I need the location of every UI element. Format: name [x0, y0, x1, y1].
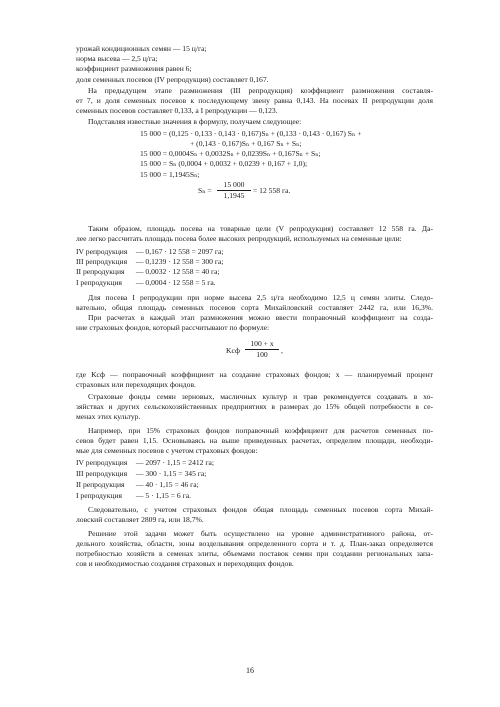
reproduction-value: — 5 · 1,15 = 6 га.: [135, 491, 191, 500]
reproduction-label: IV репродукция: [76, 458, 128, 467]
reproduction-label: II репродукция: [76, 480, 125, 489]
reproduction-value: — 0,0032 · 12 558 = 40 га;: [135, 267, 220, 276]
reproduction-row: [76, 278, 216, 288]
paragraph-line: менах этих культур.: [76, 412, 141, 421]
equation-line: 15 000 = Sₙ (0,0004 + 0,0032 + 0,0239 + 0,167 + 1,0);: [140, 159, 308, 168]
paragraph-line: Для посева I репродукции при норме высева 2,5 ц/га необходимо 12,5 ц семян элиты. Следо-: [88, 293, 433, 302]
reproduction-value: — 2097 · 1,15 = 2412 га;: [135, 458, 214, 467]
paragraph-line: севов будет равен 1,15. Основываясь на выше приведенных расчетах, определим площади, необходи-: [76, 436, 433, 445]
reproduction-label: I репродукция: [76, 278, 123, 287]
equation-line: 15 000 = (0,125 · 0,133 · 0,143 · 0,167)Sₙ + (0,133 · 0,143 · 0,167) Sₙ +: [140, 129, 362, 138]
paragraph-line: мые для семенных посевов с учетом страховых фондов:: [76, 446, 258, 455]
reproduction-row: [76, 480, 199, 490]
paragraph-line: дельного хозяйства, области, зоны возделывания определенного сорта и т. д. План-заказ определяется: [76, 539, 433, 548]
reproduction-label: III репродукция: [76, 257, 128, 266]
coef-formula-fraction: [245, 339, 279, 360]
equation-line: + (0,143 · 0,167)Sₙ + 0,167 Sₙ + Sₙ;: [190, 139, 302, 148]
reproduction-label: II репродукция: [76, 267, 125, 276]
intro-line: урожай кондиционных семян — 15 ц/га;: [76, 44, 207, 53]
paragraph-line: Таким образом, площадь посева на товарные цели (V репродукция) составляет 12 558 га. Да-: [88, 224, 433, 233]
paragraph-line: потребностью хозяйств в семенах элиты, объемами поставок семян при создании региональных запа-: [76, 549, 433, 558]
coef-formula-lhs: [226, 346, 240, 356]
final-eq-fraction: [217, 180, 251, 201]
substitute-intro: Подставляя известные значения в формулу, получаем следующее:: [88, 117, 302, 126]
coef-denominator: 100: [256, 350, 268, 360]
paragraph-line: лее легко рассчитать площадь посева более высоких репродукций, используемых на семенные цели:: [76, 234, 402, 243]
paragraph-line: При расчетах в каждый этап размножения можно ввести поправочный коэффициент на созда-: [88, 313, 433, 322]
reproduction-row: [76, 458, 214, 468]
paragraph-line: страховых или переходящих фондов.: [76, 380, 196, 389]
paragraph-line: На предыдущем этапе размножения (III репродукция) коэффициент размножения составля-: [88, 86, 433, 95]
intro-line: коэффициент размножения равен 6;: [76, 64, 192, 73]
paragraph-line: где Kсф — поправочный коэффициент на создание страховых фондов; x — планируемый процент: [76, 370, 433, 379]
reproduction-value: — 40 · 1,15 = 46 га;: [135, 480, 199, 489]
paragraph-line: семенных посевов составляет 0,133, а I репродукции — 0,123.: [76, 106, 278, 115]
reproduction-label: I репродукция: [76, 491, 123, 500]
final-eq-denominator: 1,1945: [223, 191, 245, 201]
equation-line: 15 000 = 0,0004Sₙ + 0,0032Sₙ + 0,0239Sₙ + 0,167Sₙ + Sₙ;: [140, 149, 321, 158]
equation-line: 15 000 = 1,1945Sₙ;: [140, 170, 200, 179]
paragraph-line: ловский составляет 2809 га, или 18,7%.: [76, 515, 204, 524]
page-number: 16: [246, 666, 254, 675]
reproduction-row: [76, 247, 223, 257]
reproduction-row: [76, 469, 206, 479]
final-eq-rhs: = 12 558 га.: [253, 186, 291, 195]
reproduction-row: [76, 257, 223, 267]
paragraph-line: зяйствах и других сельскохозяйственных предприятиях в размерах до 15% общей потребности в се-: [76, 402, 433, 411]
reproduction-label: III репродукция: [76, 469, 128, 478]
intro-line: доля семенных посевов (IV репродукция) составляет 0,167.: [76, 75, 269, 84]
reproduction-row: [76, 491, 191, 501]
intro-line: норма высева — 2,5 ц/га;: [76, 54, 158, 63]
paragraph-line: Следовательно, с учетом страховых фондов общая площадь семенных посевов сорта Михай-: [88, 505, 433, 514]
paragraph-line: вательно, общая площадь семенных посевов сорта Михайловский составляет 2442 га, или 16,3%.: [76, 303, 433, 312]
paragraph-line: Страховые фонды семян зерновых, масличных культур и трав рекомендуется создавать в хо-: [88, 392, 433, 401]
reproduction-value: — 0,167 · 12 558 = 2097 га;: [135, 247, 224, 256]
final-eq-lhs: Sₙ =: [198, 186, 212, 195]
final-eq-numerator: 15 000: [217, 180, 251, 191]
coef-formula-tail: ,: [281, 346, 283, 355]
reproduction-value: — 300 · 1,15 = 345 га;: [135, 469, 207, 478]
reproduction-value: — 0,1239 · 12 558 = 300 га;: [135, 257, 224, 266]
coef-symbol: Kсф: [226, 346, 240, 355]
coef-numerator: 100 + x: [245, 339, 279, 350]
paragraph-line: Например, при 15% страховых фондов поправочный коэффициент для расчетов семенных по-: [88, 426, 433, 435]
reproduction-row: [76, 267, 220, 277]
paragraph-line: сов и необходимостью создания страховых и переходящих фондов.: [76, 559, 294, 568]
paragraph-line: ет 7, и доля семенных посевов к последующему звену равна 0,143. На посевах II репродукции доля: [76, 96, 433, 105]
paragraph-line: ние страховых фондов, который рассчитывают по формуле:: [76, 323, 270, 332]
paragraph-line: Решение этой задачи может быть осуществлено на уровне административного района, от-: [88, 529, 433, 538]
reproduction-value: — 0,0004 · 12 558 = 5 га.: [135, 278, 216, 287]
reproduction-label: IV репродукция: [76, 247, 128, 256]
